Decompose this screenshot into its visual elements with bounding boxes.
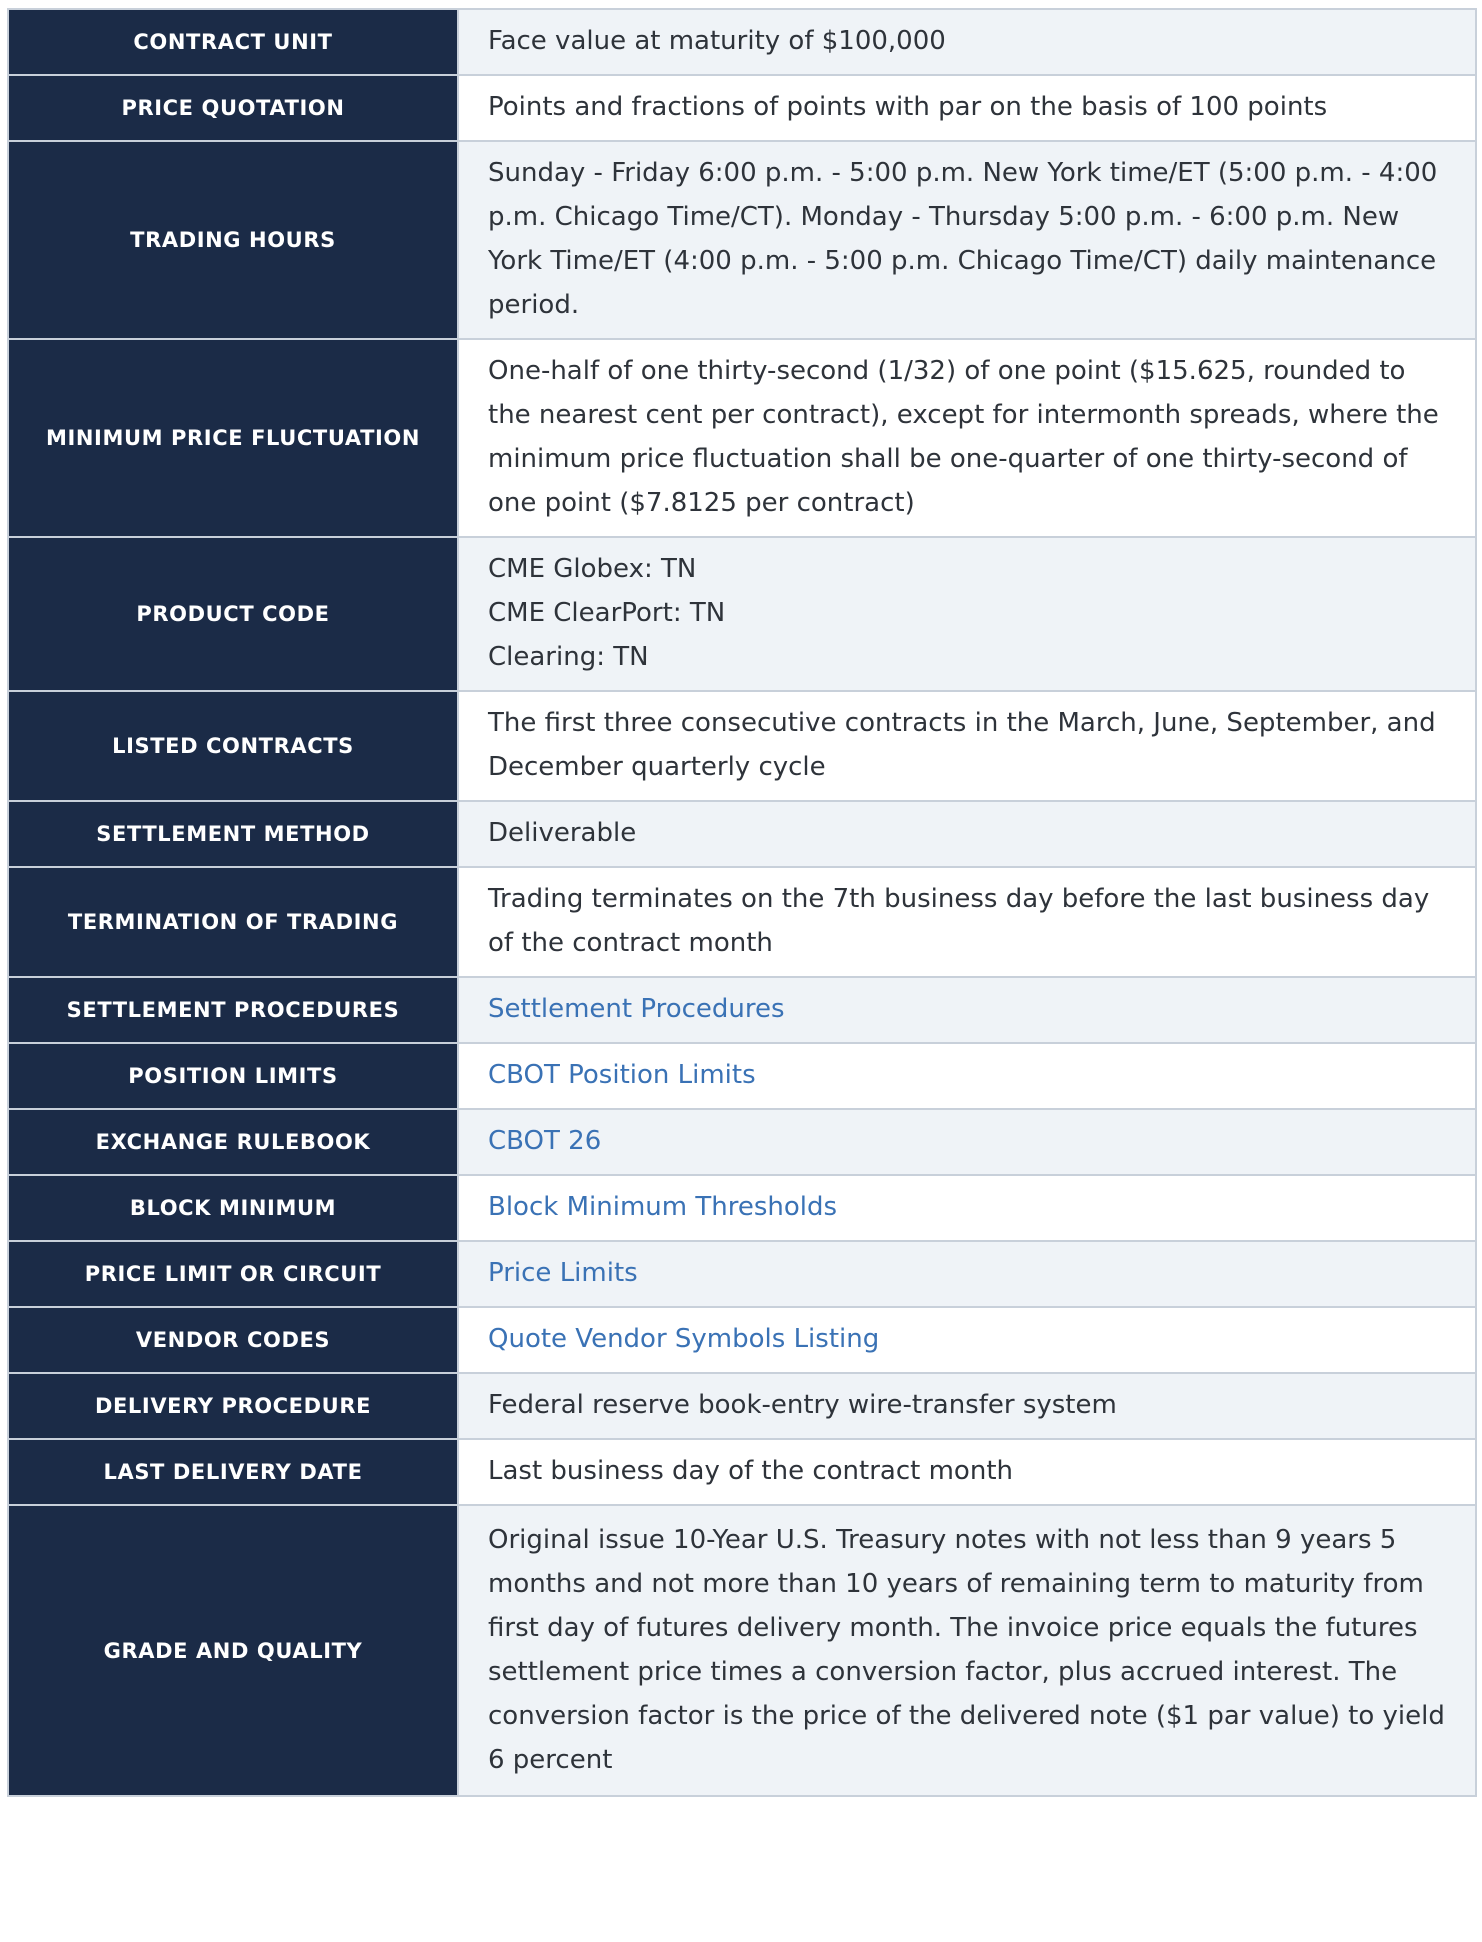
spec-label: SETTLEMENT METHOD xyxy=(8,801,458,867)
spec-value xyxy=(458,1175,1476,1241)
spec-row-last-delivery-date xyxy=(8,1439,1476,1505)
spec-label: CONTRACT UNIT xyxy=(8,9,458,75)
exchange-rulebook-link[interactable]: CBOT 26 xyxy=(488,1126,602,1156)
spec-label: POSITION LIMITS xyxy=(8,1043,458,1109)
spec-value xyxy=(458,1307,1476,1373)
spec-value xyxy=(458,1043,1476,1109)
spec-value: Trading terminates on the 7th business day before the last business day of the contract month xyxy=(458,867,1476,977)
block-minimum-link[interactable]: Block Minimum Thresholds xyxy=(488,1192,838,1222)
contract-specs-table xyxy=(7,8,1477,1797)
spec-label: MINIMUM PRICE FLUCTUATION xyxy=(8,339,458,537)
spec-label: LISTED CONTRACTS xyxy=(8,691,458,801)
spec-row-price-quotation xyxy=(8,75,1476,141)
spec-value xyxy=(458,977,1476,1043)
spec-row-minimum-price-fluctuation xyxy=(8,339,1476,537)
spec-row-delivery-procedure xyxy=(8,1373,1476,1439)
product-code-clearport: CME ClearPort: TN xyxy=(488,598,726,628)
spec-row-grade-and-quality xyxy=(8,1505,1476,1796)
spec-row-exchange-rulebook xyxy=(8,1109,1476,1175)
spec-row-vendor-codes xyxy=(8,1307,1476,1373)
spec-row-contract-unit xyxy=(8,9,1476,75)
spec-label: TRADING HOURS xyxy=(8,141,458,339)
spec-row-settlement-procedures xyxy=(8,977,1476,1043)
spec-value: Original issue 10-Year U.S. Treasury notes with not less than 9 years 5 months and not more than 10 years of remaining term to maturity from first day of futures delivery month. The invoice price equals the futures settlement price times a conversion factor, plus accrued interest. The conversion factor is the price of the delivered note ($1 par value) to yield 6 percent xyxy=(458,1505,1476,1796)
vendor-codes-link[interactable]: Quote Vendor Symbols Listing xyxy=(488,1324,880,1354)
spec-value: The first three consecutive contracts in the March, June, September, and December quarterly cycle xyxy=(458,691,1476,801)
spec-label: PRICE QUOTATION xyxy=(8,75,458,141)
spec-label: SETTLEMENT PROCEDURES xyxy=(8,977,458,1043)
settlement-procedures-link[interactable]: Settlement Procedures xyxy=(488,994,785,1024)
spec-label: GRADE AND QUALITY xyxy=(8,1505,458,1796)
spec-label: VENDOR CODES xyxy=(8,1307,458,1373)
spec-value xyxy=(458,1241,1476,1307)
spec-label: BLOCK MINIMUM xyxy=(8,1175,458,1241)
spec-value: Face value at maturity of $100,000 xyxy=(458,9,1476,75)
spec-value: Points and fractions of points with par on the basis of 100 points xyxy=(458,75,1476,141)
price-limits-link[interactable]: Price Limits xyxy=(488,1258,638,1288)
spec-label: TERMINATION OF TRADING xyxy=(8,867,458,977)
spec-value: One-half of one thirty-second (1/32) of one point ($15.625, rounded to the nearest cent per contract), except for intermonth spreads, where the minimum price fluctuation shall be one-quarter of one thirty-second of one point ($7.8125 per contract) xyxy=(458,339,1476,537)
spec-value: Federal reserve book-entry wire-transfer system xyxy=(458,1373,1476,1439)
spec-row-block-minimum xyxy=(8,1175,1476,1241)
spec-row-settlement-method xyxy=(8,801,1476,867)
spec-row-termination-of-trading xyxy=(8,867,1476,977)
product-code-globex: CME Globex: TN xyxy=(488,554,697,584)
spec-row-listed-contracts xyxy=(8,691,1476,801)
spec-value xyxy=(458,1109,1476,1175)
spec-value xyxy=(458,537,1476,691)
spec-row-price-limit xyxy=(8,1241,1476,1307)
spec-label: EXCHANGE RULEBOOK xyxy=(8,1109,458,1175)
product-code-clearing: Clearing: TN xyxy=(488,642,649,672)
spec-label: PRODUCT CODE xyxy=(8,537,458,691)
spec-value: Last business day of the contract month xyxy=(458,1439,1476,1505)
spec-value: Deliverable xyxy=(458,801,1476,867)
position-limits-link[interactable]: CBOT Position Limits xyxy=(488,1060,756,1090)
spec-value: Sunday - Friday 6:00 p.m. - 5:00 p.m. New York time/ET (5:00 p.m. - 4:00 p.m. Chicago Time/CT). Monday - Thursday 5:00 p.m. - 6:00 p.m. New York Time/ET (4:00 p.m. - 5:00 p.m. Chicago Time/CT) daily maintenance period. xyxy=(458,141,1476,339)
spec-row-product-code xyxy=(8,537,1476,691)
spec-row-trading-hours xyxy=(8,141,1476,339)
spec-label: PRICE LIMIT OR CIRCUIT xyxy=(8,1241,458,1307)
spec-label: DELIVERY PROCEDURE xyxy=(8,1373,458,1439)
spec-row-position-limits xyxy=(8,1043,1476,1109)
spec-label: LAST DELIVERY DATE xyxy=(8,1439,458,1505)
